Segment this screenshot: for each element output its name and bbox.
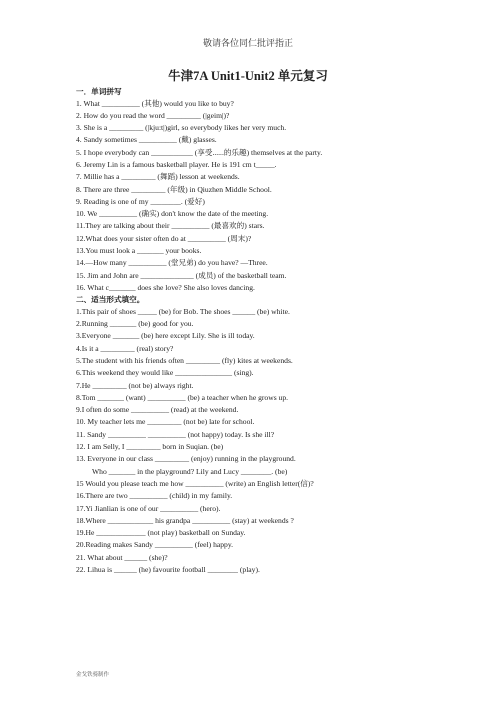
exercise-line: 3. She is a _________ (|kju:t|)girl, so everybody likes her very much. — [76, 123, 287, 133]
exercise-line: 16. What c_______ does she love? She also loves dancing. — [76, 282, 255, 292]
exercise-line: 5.The student with his friends often _________ (fly) kites at weekends. — [76, 355, 293, 365]
exercise-line: 9.I often do some __________ (read) at the weekend. — [76, 405, 239, 415]
page-footer: 金戈铁骑制作 — [76, 672, 110, 678]
exercise-line: 10. We __________ (确实) don't know the date of the meeting. — [76, 209, 269, 219]
exercise-line: 2.Running _______ (be) good for you. — [76, 319, 194, 329]
exercise-line: 22. Lihua is ______ (he) favourite football ________ (play). — [76, 564, 260, 574]
exercise-line: 13.You must look a _______ your books. — [76, 246, 202, 256]
exercise-line: 16.There are two __________ (child) in my family. — [76, 491, 233, 501]
exercise-line: 14.—How many __________ (堂兄弟) do you have? —Three. — [76, 258, 268, 268]
exercise-line: 12.What does your sister often do at __________ (周末)? — [76, 233, 252, 243]
exercise-line: 1.This pair of shoes _____ (be) for Bob. The shoes ______ (be) white. — [76, 306, 290, 316]
exercise-line: 8.Tom _______ (want) __________ (be) a teacher when he grows up. — [76, 392, 289, 402]
exercise-line: 4.Is it a _________ (real) story? — [76, 343, 174, 353]
exercise-line: 13. Everyone in our class _________ (enjoy) running in the playground. — [76, 454, 296, 464]
spelling-list — [76, 98, 436, 295]
exercise-line: 3.Everyone _______ (be) here except Lily. She is ill today. — [76, 331, 255, 341]
exercise-line: 11.They are talking about their __________ (最喜欢的) stars. — [76, 221, 265, 231]
exercise-line: 6.This weekend they would like _______________ (sing). — [76, 368, 254, 378]
exercise-line: 8. There are three _________ (年级) in Qiuzhen Middle School. — [76, 184, 272, 194]
exercise-line: 1. What __________ (其他) would you like to buy? — [76, 98, 234, 108]
page-header: 敬请各位同仁批评指正 — [202, 39, 293, 49]
exercise-line: 7.He _________ (not be) always right. — [76, 380, 194, 390]
document-title: 牛津7A Unit1-Unit2 单元复习 — [168, 69, 328, 83]
section-heading-fill-in: 二、适当形式填空。 — [76, 295, 145, 305]
exercise-line: 10. My teacher lets me _________ (not be) late for school. — [76, 417, 255, 427]
exercise-line: 9. Reading is one of my ________. (爱好) — [76, 196, 205, 206]
exercise-line: 6. Jeremy Lin is a famous basketball player. He is 191 cm t_____. — [76, 159, 277, 169]
exercise-line: 12. I am Selly, I _________ born in Suqian. (be) — [76, 442, 224, 452]
exercise-line: 19.He _____________ (not play) basketball on Sunday. — [76, 528, 246, 538]
exercise-line: 15. Jim and John are ______________ (成员) of the basketball team. — [76, 270, 287, 280]
exercise-line: 17.Yi Jianlian is one of our __________ (hero). — [76, 503, 221, 513]
fill-in-list — [76, 306, 436, 577]
exercise-line: 11. Sandy __________ __________ (not happy) today. Is she ill? — [76, 429, 275, 439]
exercise-line: Who _______ in the playground? Lily and Lucy ________. (be) — [92, 466, 288, 476]
exercise-line: 2. How do you read the word _________ (|geim|)? — [76, 110, 230, 120]
worksheet-body — [76, 86, 436, 576]
exercise-line: 15 Would you please teach me how __________ (write) an English letter(信)? — [76, 478, 314, 488]
exercise-line: 20.Reading makes Sandy __________ (feel) happy. — [76, 540, 234, 550]
exercise-line: 18.Where ____________ his grandpa __________ (stay) at weekends ? — [76, 515, 294, 525]
exercise-line: 21. What about ______ (she)? — [76, 552, 168, 562]
section-heading-spelling: 一．单词拼写 — [76, 87, 122, 96]
exercise-line: 4. Sandy sometimes __________ (戴) glasses. — [76, 135, 217, 145]
exercise-line: 7. Millie has a _________ (舞蹈) lesson at weekends. — [76, 172, 240, 182]
exercise-line: 5. I hope everybody can ___________ (享受......的乐趣) themselves at the party. — [76, 147, 323, 157]
